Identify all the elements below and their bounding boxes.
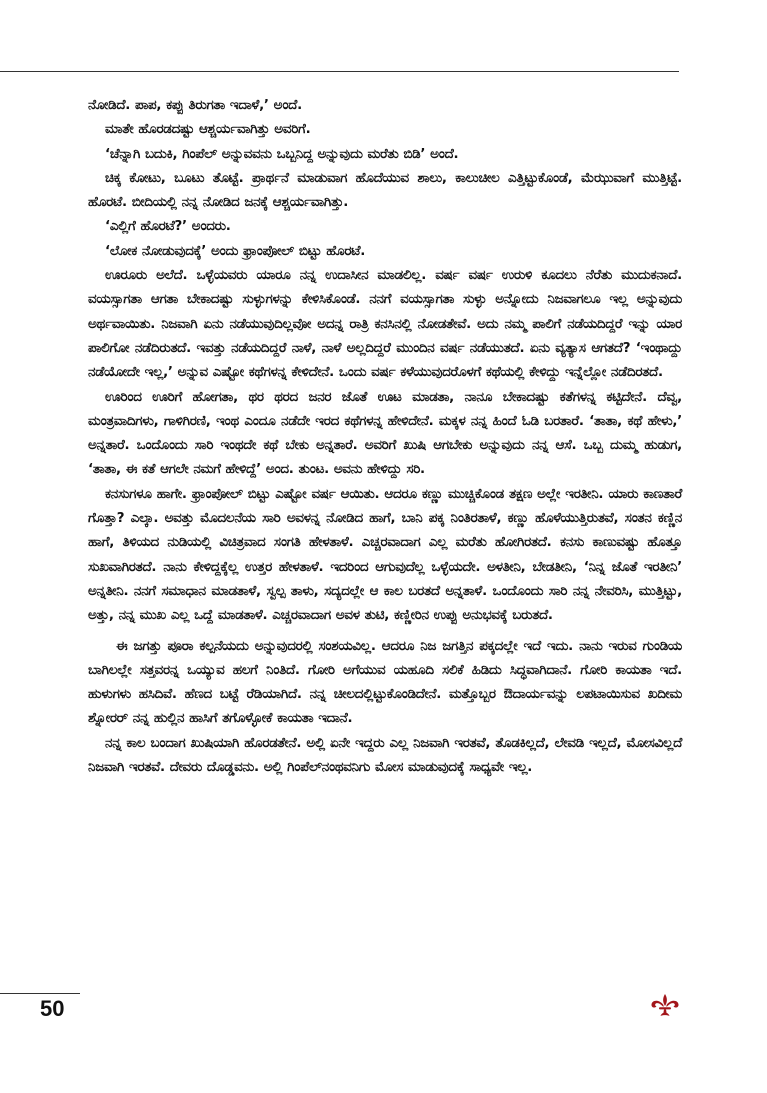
page-number: 50 bbox=[40, 996, 65, 1021]
paragraph-5: ‘ಎಲ್ಲಿಗೆ ಹೊರಟೆ?’ ಅಂದರು. bbox=[105, 219, 231, 235]
footer-rule bbox=[0, 993, 80, 994]
story-text bbox=[88, 94, 682, 780]
fleur-de-lis-icon bbox=[648, 992, 682, 1018]
paragraph-1: ನೋಡಿದೆ. ಪಾಪ, ಕಪ್ಪು ತಿರುಗತಾ ಇದಾಳೆ,’ ಅಂದೆ. bbox=[88, 98, 302, 113]
header-rule bbox=[0, 71, 679, 72]
paragraph-7: ಊರೂರು ಅಲೆದೆ. ಒಳ್ಳೆಯವರು ಯಾರೂ ನನ್ನ ಉದಾಸೀನ ಮಾಡಲಿಲ್ಲ. ವರ್ಷ ವರ್ಷ ಉರುಳಿ ಕೂದಲು ನೆರೆತು ಮುದುಕನಾದೆ. ವಯಸ್ಸಾಗತಾ ಆಗತಾ ಬೇಕಾದಷ್ಟು ಸುಳ್ಳುಗಳನ್ನು ಕೇಳಿಸಿಕೊಂಡೆ. ನನಗೆ ವಯಸ್ಸಾಗತಾ ಸುಳ್ಳು ಅನ್ನೋದು ನಿಜವಾಗಲೂ ಇಲ್ಲ ಅನ್ನುವುದು ಅರ್ಥವಾಯಿತು. ನಿಜವಾಗಿ ಏನು ನಡೆಯುವುದಿಲ್ಲವೋ ಅದನ್ನ ರಾತ್ರಿ ಕನಸಿನಲ್ಲಿ ನೋಡತೇವೆ. ಅದು ನಮ್ಮ ಪಾಲಿಗೆ ನಡೆಯದಿದ್ದರೆ ಇನ್ನು ಯಾರ ಪಾಲಿಗೋ ನಡೆದಿರುತದೆ. ಇವತ್ತು ನಡೆಯದಿದ್ದರೆ ನಾಳೆ, ನಾಳೆ ಅಲ್ಲದಿದ್ದರೆ ಮುಂದಿನ ವರ್ಷ ನಡೆಯುತದೆ. ಏನು ವ್ಯತ್ಯಾಸ ಆಗತದೆ? ‘ಇಂಥಾದ್ದು ನಡೆಯೋದೇ ಇಲ್ಲ,’ ಅನ್ನುವ ಎಷ್ಟೋ ಕಥೆಗಳನ್ನ ಕೇಳಿದೇನೆ. ಒಂದು ವರ್ಷ ಕಳೆಯುವುದರೊಳಗೆ ಕಥೆಯಲ್ಲಿ ಕೇಳಿದ್ದು ಇನ್ನೆಲ್ಲೋ ನಡೆದಿರತದೆ. bbox=[88, 268, 682, 381]
paragraph-8: ಊರಿಂದ ಊರಿಗೆ ಹೋಗತಾ, ಥರ ಥರದ ಜನರ ಜೊತೆ ಊಟ ಮಾಡತಾ, ನಾನೂ ಬೇಕಾದಷ್ಟು ಕತೆಗಳನ್ನ ಕಟ್ಟಿದೇನೆ. ದೆವ್ವ, ಮಂತ್ರವಾದಿಗಳು, ಗಾಳಿಗಿರಣಿ, ಇಂಥ ಎಂದೂ ನಡೆದೇ ಇರದ ಕಥೆಗಳನ್ನ ಹೇಳಿದೇನೆ. ಮಕ್ಕಳ ನನ್ನ ಹಿಂದೆ ಓಡಿ ಬರತಾರೆ. ‘ತಾತಾ, ಕಥೆ ಹೇಳು,’ ಅನ್ನತಾರೆ. ಒಂದೊಂದು ಸಾರಿ ಇಂಥದೇ ಕಥೆ ಬೇಕು ಅನ್ನತಾರೆ. ಅವರಿಗೆ ಖುಷಿ ಆಗಬೇಕು ಅನ್ನುವುದು ನನ್ನ ಆಸೆ. ಒಬ್ಬ ದುಮ್ಮ ಹುಡುಗ, ‘ತಾತಾ, ಈ ಕತೆ ಆಗಲೇ ನಮಗೆ ಹೇಳಿದ್ದೆ’ ಅಂದ. ತುಂಟ. ಅವನು ಹೇಳಿದ್ದು ಸರಿ. bbox=[88, 389, 682, 478]
paragraph-6: ‘ಲೋಕ ನೋಡುವುದಕ್ಕೆ’ ಅಂದು ಫ್ರಾಂಪೋಲ್ ಬಿಟ್ಟು ಹೊರಟೆ. bbox=[105, 243, 366, 259]
paragraph-2: ಮಾತೇ ಹೊರಡದಷ್ಟು ಆಶ್ಚರ್ಯವಾಗಿತ್ತು ಅವರಿಗೆ. bbox=[105, 122, 311, 138]
paragraph-9: ಕನಸುಗಳೂ ಹಾಗೇ. ಫ್ರಾಂಪೋಲ್ ಬಿಟ್ಟು ಎಷ್ಟೋ ವರ್ಷ ಆಯಿತು. ಆದರೂ ಕಣ್ಣು ಮುಚ್ಚಿಕೊಂಡ ತಕ್ಷಣ ಅಲ್ಲೇ ಇರತೀನಿ. ಯಾರು ಕಾಣತಾರೆ ಗೊತ್ತಾ? ಎಲ್ಕಾ. ಅವತ್ತು ಮೊದಲನೆಯ ಸಾರಿ ಅವಳನ್ನ ನೋಡಿದ ಹಾಗೆ, ಬಾನಿ ಪಕ್ಕ ನಿಂತಿರತಾಳೆ, ಕಣ್ಣು ಹೊಳೆಯುತ್ತಿರುತವೆ, ಸಂತನ ಕಣ್ಣಿನ ಹಾಗೆ, ತಿಳಿಯದ ನುಡಿಯಲ್ಲಿ ವಿಚಿತ್ರವಾದ ಸಂಗತಿ ಹೇಳತಾಳೆ. ಎಚ್ಚರವಾದಾಗ ಎಲ್ಲ ಮರೆತು ಹೋಗಿರತದೆ. ಕನಸು ಕಾಣುವಷ್ಟು ಹೊತ್ತೂ ಸುಖವಾಗಿರತದೆ. ನಾನು ಕೇಳಿದ್ದಕ್ಕೆಲ್ಲ ಉತ್ತರ ಹೇಳತಾಳೆ. ಇದರಿಂದ ಆಗುವುದೆಲ್ಲ ಒಳ್ಳೆಯದೇ. ಅಳತೀನಿ, ಬೇಡತೀನಿ, ‘ನಿನ್ನ ಜೊತೆ ಇರತೀನಿ’ ಅನ್ನತೀನಿ. ನನಗೆ ಸಮಾಧಾನ ಮಾಡತಾಳೆ, ಸ್ವಲ್ಪ ತಾಳು, ಸದ್ಯದಲ್ಲೇ ಆ ಕಾಲ ಬರತದೆ ಅನ್ನತಾಳೆ. ಒಂದೊಂದು ಸಾರಿ ನನ್ನ ನೇವರಿಸಿ, ಮುತ್ತಿಟ್ಟು, ಅತ್ತು, ನನ್ನ ಮುಖ ಎಲ್ಲ ಒದ್ದೆ ಮಾಡತಾಳೆ. ಎಚ್ಚರವಾದಾಗ ಅವಳ ತುಟಿ, ಕಣ್ಣೀರಿನ ಉಪ್ಪು ಅನುಭವಕ್ಕೆ ಬರುತದೆ. bbox=[88, 486, 682, 624]
paragraph-4: ಚಿಕ್ಕ ಕೋಟು, ಬೂಟು ತೊಟ್ಟೆ. ಪ್ರಾರ್ಥನೆ ಮಾಡುವಾಗ ಹೊದೆಯುವ ಶಾಲು, ಕಾಲುಚೀಲ ಎತ್ತಿಟ್ಟುಕೊಂಡೆ, ಮೆಝುವಾಗೆ ಮುತ್ತಿಟ್ಟೆ. ಹೊರಟೆ. ಬೀದಿಯಲ್ಲಿ ನನ್ನ ನೋಡಿದ ಜನಕ್ಕೆ ಆಶ್ಚರ್ಯವಾಗಿತ್ತು. bbox=[88, 170, 682, 211]
paragraph-3: ‘ಚೆನ್ನಾಗಿ ಬದುಕಿ, ಗಿಂಪೆಲ್ ಅನ್ನುವವನು ಒಬ್ಬನಿದ್ದ ಅನ್ನುವುದು ಮರೆತು ಬಿಡಿ’ ಅಂದೆ. bbox=[105, 146, 459, 162]
paragraph-11: ನನ್ನ ಕಾಲ ಬಂದಾಗ ಖುಷಿಯಾಗಿ ಹೊರಡತೇನೆ. ಅಲ್ಲಿ ಏನೇ ಇದ್ದರು ಎಲ್ಲ ನಿಜವಾಗಿ ಇರತವೆ, ತೊಡಕಿಲ್ಲದೆ, ಲೇವಡಿ ಇಲ್ಲದೆ, ಮೋಸವಿಲ್ಲದೆ ನಿಜವಾಗಿ ಇರತವೆ. ದೇವರು ದೊಡ್ಡವನು. ಅಲ್ಲಿ ಗಿಂಪೆಲ್‌ನಂಥವನಿಗು ಮೋಸ ಮಾಡುವುದಕ್ಕೆ ಸಾಧ್ಯವೇ ಇಲ್ಲ. bbox=[88, 735, 682, 776]
paragraph-10: ಈ ಜಗತ್ತು ಪೂರಾ ಕಲ್ಪನೆಯದು ಅನ್ನುವುದರಲ್ಲಿ ಸಂಶಯವಿಲ್ಲ. ಆದರೂ ನಿಜ ಜಗತ್ತಿನ ಪಕ್ಕದಲ್ಲೇ ಇದೆ ಇದು. ನಾನು ಇರುವ ಗುಂಡಿಯ ಬಾಗಿಲಲ್ಲೇ ಸತ್ತವರನ್ನ ಒಯ್ಯುವ ಹಲಗೆ ನಿಂತಿದೆ. ಗೋರಿ ಅಗೆಯುವ ಯಹೂದಿ ಸಲಿಕೆ ಹಿಡಿದು ಸಿದ್ಧವಾಗಿದಾನೆ. ಗೋರಿ ಕಾಯತಾ ಇದೆ. ಹುಳುಗಳು ಹಸಿದಿವೆ. ಹೆಣದ ಬಟ್ಟೆ ರೆಡಿಯಾಗಿದೆ. ನನ್ನ ಚೀಲದಲ್ಲಿಟ್ಟುಕೊಂಡಿದೇನೆ. ಮತ್ತೊಬ್ಬರ ಔದಾರ್ಯವನ್ನು ಲಪಟಾಯಿಸುವ ಖದೀಮ ಶ್ನೋರರ್ ನನ್ನ ಹುಲ್ಲಿನ ಹಾಸಿಗೆ ತಗೊಳ್ಳೋಕೆ ಕಾಯತಾ ಇದಾನೆ. bbox=[88, 638, 682, 727]
